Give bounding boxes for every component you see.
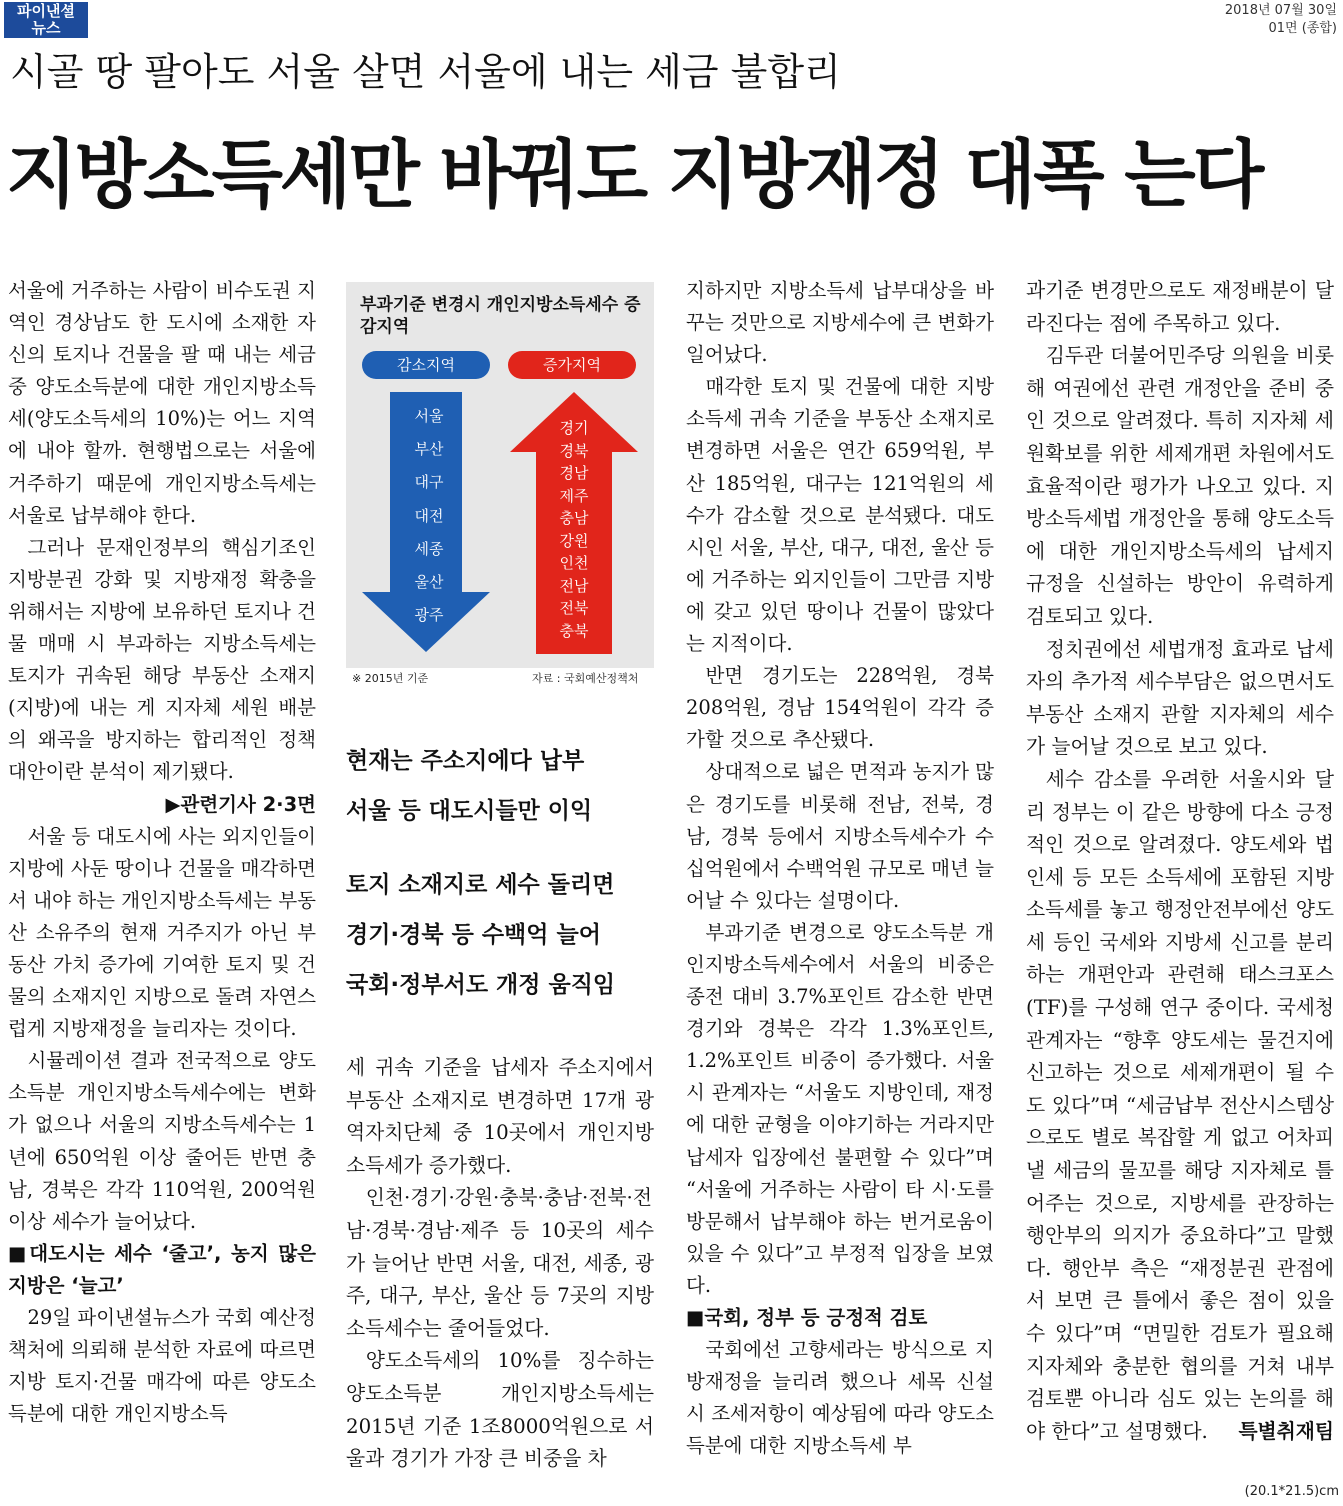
paragraph: 정치권에선 세법개정 효과로 납세자의 추가적 세수부담은 없으면서도 부동산 소재지 관할 지자체의 세수가 늘어날 것으로 보고 있다. bbox=[1026, 637, 1334, 759]
article-column-3 bbox=[686, 275, 994, 1462]
region-name: 전남 bbox=[559, 576, 589, 595]
region-name: 충남 bbox=[559, 509, 589, 527]
region-name: 울산 bbox=[414, 573, 444, 592]
region-name: 제주 bbox=[559, 486, 589, 505]
section-subheading: ■대도시는 세수 ‘줄고’, 농지 많은 지방은 ‘늘고’ bbox=[8, 1241, 316, 1297]
deck-line: 국회·정부서도 개정 움직임 bbox=[346, 972, 616, 998]
region-name: 충북 bbox=[559, 621, 589, 640]
paragraph: 부과기준 변경으로 양도소득분 개인지방소득세수에서 서울의 비중은 종전 대비 3.7%포인트 감소한 반면 경기와 경북은 각각 1.3%포인트, 1.2%포인트 비중이 증가했다. 서울시 관계자는 “서울도 지방인데, 재정에 대한 균형을 이야기하는 거라지만 납세자 입장에선 불편할 수 있다”며 “서울에 거주하는 사람이 타 시·도를 방문해서 납부해야 하는 번거로움이 있을 수 있다”고 부정적 입장을 보였다. bbox=[686, 920, 994, 1297]
paragraph: 국회에선 고향세라는 방식으로 지방재정을 늘리려 했으나 세목 신설 시 조세저항이 예상됨에 따라 양도소득분에 대한 지방소득세 부 bbox=[686, 1338, 994, 1458]
infographic-source: 자료 : 국회예산정책처 bbox=[532, 672, 639, 685]
paragraph: 시뮬레이션 결과 전국적으로 양도소득분 개인지방소득세수에는 변화가 없으나 서울의 지방소득세수는 1년에 650억원 이상 줄어든 반면 충남, 경북은 각각 110억원, 200억원 이상 세수가 늘어났다. bbox=[8, 1049, 316, 1233]
infographic-note: ※ 2015년 기준 bbox=[352, 672, 429, 685]
size-note: (20.1*21.5)cm bbox=[1244, 1484, 1339, 1499]
article-column-2 bbox=[346, 1052, 654, 1476]
paragraph: 서울 등 대도시에 사는 외지인들이 지방에 사둔 땅이나 건물을 매각하면서 내야 하는 개인지방소득세는 부동산 소유주의 현재 거주지가 아닌 부동산 가치 증가에 기여한 토지 및 건물의 소재지인 지방으로 돌려 자연스럽게 지방재정을 늘리자는 것이다. bbox=[8, 824, 317, 1041]
region-name: 경북 bbox=[559, 441, 589, 460]
paragraph: 양도소득세의 10%를 징수하는 양도소득분 개인지방소득세는 2015년 기준 1조8000억원으로 서울과 경기가 가장 큰 비중을 차 bbox=[346, 1349, 654, 1471]
region-name: 광주 bbox=[414, 606, 444, 625]
deck-line: 토지 소재지로 세수 돌리면 bbox=[346, 872, 615, 898]
region-name: 경기 bbox=[559, 419, 589, 437]
paragraph bbox=[1026, 764, 1334, 1448]
related-article-ref[interactable]: ▶관련기사 2·3면 bbox=[165, 792, 316, 816]
article-column-4 bbox=[1026, 275, 1334, 1448]
region-name: 강원 bbox=[559, 531, 589, 550]
deck-spacer bbox=[346, 836, 666, 860]
paragraph: 김두관 더불어민주당 의원을 비롯해 여권에선 관련 개정안을 준비 중인 것으로 알려졌다. 특히 지자체 세원확보를 위한 세제개편 차원에서도 효율적이란 평가가 나오고 있다. 지방소득세법 개정안을 통해 양도소득에 대한 개인지방소득세의 납세지 규정을 신설하는 방안이 유력하게 검토되고 있다. bbox=[1026, 344, 1334, 628]
subheadline: 시골 땅 팔아도 서울 살면 서울에 내는 세금 불합리 bbox=[10, 50, 841, 94]
decrease-label: 감소지역 bbox=[362, 351, 490, 379]
region-name: 대구 bbox=[414, 473, 444, 492]
increase-regions bbox=[539, 417, 609, 642]
region-name: 경남 bbox=[559, 464, 589, 482]
paragraph: 세 귀속 기준을 납세자 주소지에서 부동산 소재지로 변경하면 17개 광역자치단체 중 10곳에서 개인지방소득세가 증가했다. bbox=[346, 1056, 654, 1177]
infographic bbox=[346, 282, 654, 668]
deck-headlines bbox=[346, 736, 666, 1010]
increase-label: 증가지역 bbox=[508, 351, 636, 379]
byline: 특별취재팀 bbox=[1238, 1419, 1334, 1443]
logo-line2: 뉴스 bbox=[31, 19, 61, 37]
paragraph: 과기준 변경만으로도 재정배분이 달라진다는 점에 주목하고 있다. bbox=[1026, 279, 1334, 335]
paragraph: 지하지만 지방소득세 납부대상을 바꾸는 것만으로 지방세수에 큰 변화가 일어났다. bbox=[686, 279, 994, 367]
paragraph: 매각한 토지 및 건물에 대한 지방소득세 귀속 기준을 부동산 소재지로 변경하면 서울은 연간 659억원, 부산 185억원, 대구는 121억원의 세수가 감소할 것으로 분석됐다. 대도시인 서울, 부산, 대구, 대전, 울산 등에 거주하는 외지인들이 그만큼 지방에 갖고 있던 땅이나 건물이 많았다는 지적이다. bbox=[686, 375, 994, 656]
paragraph: 반면 경기도는 228억원, 경북 208억원, 경남 154억원이 각각 증가할 것으로 추산됐다. bbox=[686, 664, 994, 752]
paragraph: 29일 파이낸셜뉴스가 국회 예산정책처에 의뢰해 분석한 자료에 따르면 지방 토지·건물 매각에 따른 양도소득분에 대한 개인지방소득 bbox=[8, 1306, 316, 1426]
region-name: 인천 bbox=[559, 554, 589, 572]
dateline bbox=[1225, 2, 1337, 38]
decrease-regions bbox=[394, 400, 464, 632]
main-headline: 지방소득세만 바꿔도 지방재정 대폭 는다 bbox=[6, 132, 1262, 218]
region-name: 서울 bbox=[414, 407, 444, 425]
page-label: 01면 (종합) bbox=[1268, 21, 1337, 36]
section-subheading: ■국회, 정부 등 긍정적 검토 bbox=[686, 1306, 928, 1329]
paragraph: 인천·경기·강원·충북·충남·전북·전남·경북·경남·제주 등 10곳의 세수가 늘어난 반면 서울, 대전, 세종, 광주, 대구, 부산, 울산 등 7곳의 지방소득세수는 줄어들었다. bbox=[346, 1186, 654, 1340]
paragraph: 그러나 문재인정부의 핵심기조인 지방분권 강화 및 지방재정 확충을 위해서는 지방에 보유하던 토지나 건물 매매 시 부과하는 지방소득세는 토지가 귀속된 해당 부동산 소재지(지방)에 내는 게 지자체 세원 배분의 왜곡을 방지하는 합리적인 정책 대안이란 분석이 제기됐다. bbox=[8, 535, 316, 784]
region-name: 전북 bbox=[559, 599, 589, 617]
region-name: 부산 bbox=[414, 440, 444, 459]
paragraph: 서울에 거주하는 사람이 비수도권 지역인 경상남도 한 도시에 소재한 자신의 토지나 건물을 팔 때 내는 세금 중 양도소득분에 대한 개인지방소득세(양도소득세의 10%)는 어느 지역에 내야 할까. 현행법으로는 서울에 거주하기 때문에 개인지방소득세는 서울로 납부해야 한다. bbox=[8, 279, 316, 527]
issue-date: 2018년 07월 30일 bbox=[1224, 3, 1337, 18]
paragraph: 상대적으로 넓은 면적과 농지가 많은 경기도를 비롯해 전남, 전북, 경남, 경북 등에서 지방소득세수가 수십억원에서 수백억원 규모로 매년 늘어날 수 있다는 설명이다. bbox=[686, 760, 995, 912]
deck-line: 현재는 주소지에다 납부 bbox=[346, 748, 585, 774]
deck-line: 서울 등 대도시들만 이익 bbox=[346, 798, 593, 824]
paragraph-text: 세수 감소를 우려한 서울시와 달리 정부는 이 같은 방향에 다소 긍정적인 것으로 알려졌다. 양도세와 법인세 등 모든 소득세에 포함된 지방소득세를 놓고 행정안전부에선 양도세 등인 국세와 지방세 신고를 분리하는 개편안과 관련해 태스크포스(TF)를 구성해 연구 중이다. 국세청 관계자는 “향후 양도세는 물건지에 신고하는 것으로 세제개편이 될 수도 있다”며 “세금납부 전산시스템상으로도 별로 복잡할 게 없고 어차피 낼 세금의 물꼬를 해당 지자체로 틀어주는 것으로, 지방세를 관장하는 행안부의 의지가 중요하다”고 말했다. 행안부 측은 “재정분권 관점에서 보면 큰 틀에서 좋은 점이 있을 수 있다”며 “면밀한 검토가 필요해 지자체와 충분한 협의를 거쳐 내부 검토뿐 아니라 심도 있는 논의를 해야 한다”고 설명했다. bbox=[1026, 767, 1334, 1443]
article-column-1 bbox=[8, 275, 316, 1430]
newspaper-logo bbox=[4, 2, 88, 38]
region-name: 대전 bbox=[414, 506, 444, 525]
region-name: 세종 bbox=[414, 539, 444, 558]
logo-line1: 파이낸셜 bbox=[17, 2, 75, 20]
infographic-title: 부과기준 변경시 개인지방소득세수 증감지역 bbox=[360, 295, 641, 337]
deck-line: 경기·경북 등 수백억 늘어 bbox=[346, 922, 601, 948]
